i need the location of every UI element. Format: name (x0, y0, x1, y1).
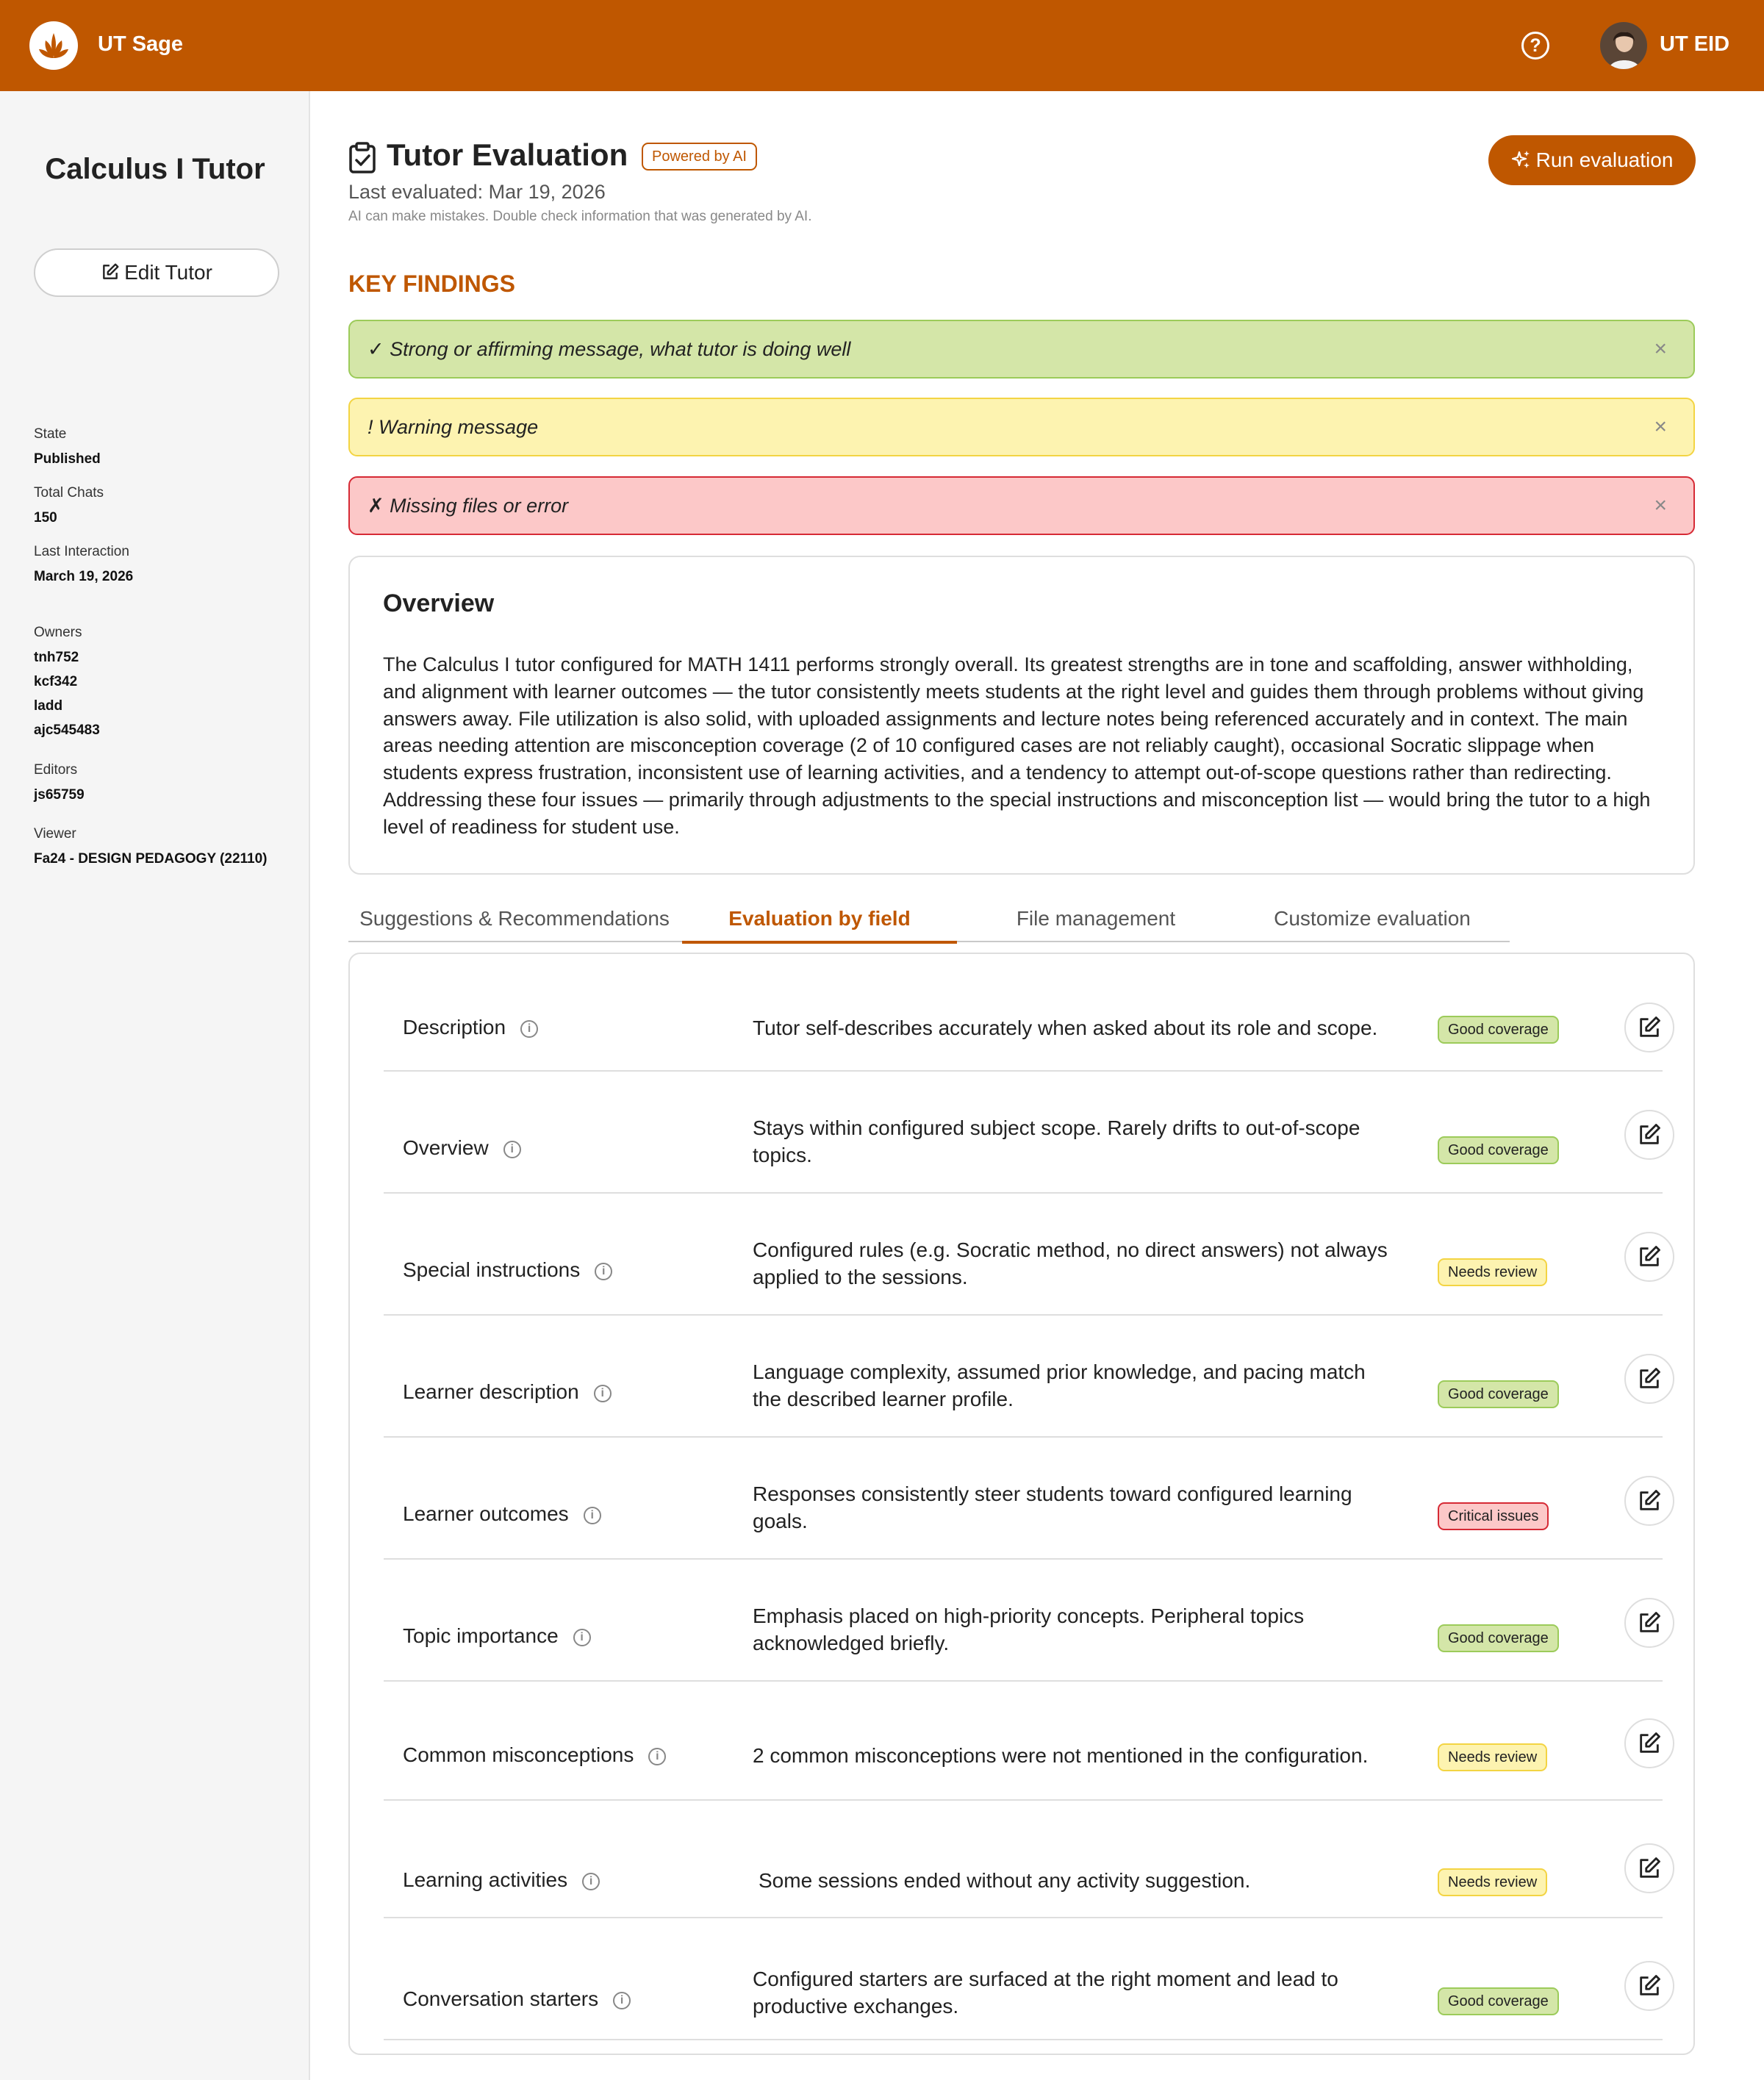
field-name-label: Common misconceptions (403, 1743, 634, 1766)
tab-suggestions[interactable]: Suggestions & Recommendations (359, 907, 670, 930)
success-alert-text: ✓ Strong or affirming message, what tutor is doing well (368, 338, 851, 360)
info-icon[interactable]: i (584, 1507, 601, 1524)
field-name-label: Learner description (403, 1380, 579, 1403)
warning-alert-text: ! Warning message (368, 416, 539, 438)
status-badge: Critical issues (1438, 1502, 1549, 1530)
owner-item: ajc545483 (34, 722, 100, 738)
run-evaluation-button[interactable] (1488, 135, 1696, 185)
edit-icon (1637, 1856, 1662, 1881)
page-title: Tutor Evaluation (387, 137, 628, 172)
total-chats-label: Total Chats (34, 485, 104, 501)
edit-field-button[interactable] (1624, 1110, 1674, 1160)
edit-tutor-button[interactable] (34, 248, 279, 297)
field-description: Configured starters are surfaced at the right moment and lead to productive exchanges. (753, 1968, 1338, 2018)
field-description: Language complexity, assumed prior knowledge, and pacing match the described learner profile. (753, 1360, 1366, 1410)
field-row (384, 1801, 1663, 1918)
user-photo-icon (1600, 22, 1647, 69)
editors-label: Editors (34, 762, 78, 778)
edit-icon (1637, 1244, 1662, 1269)
info-icon[interactable]: i (573, 1629, 591, 1646)
field-row (384, 1194, 1663, 1316)
field-name (403, 1016, 538, 1039)
status-badge: Needs review (1438, 1258, 1547, 1286)
edit-field-button[interactable] (1624, 1598, 1674, 1648)
edit-field-button[interactable] (1624, 1961, 1674, 2011)
edit-tutor-label: Edit Tutor (124, 261, 212, 284)
edit-field-button[interactable] (1624, 1003, 1674, 1052)
info-icon[interactable]: i (594, 1385, 612, 1402)
last-interaction-value: March 19, 2026 (34, 569, 134, 584)
owner-item: ladd (34, 698, 63, 714)
info-icon[interactable]: i (503, 1141, 521, 1158)
field-row (384, 967, 1663, 1072)
leaf-icon (37, 29, 71, 62)
status-badge: Needs review (1438, 1868, 1547, 1896)
field-name (403, 1136, 521, 1160)
info-icon[interactable]: i (613, 1992, 631, 2009)
help-icon[interactable]: ? (1521, 32, 1549, 60)
user-label[interactable]: UT EID (1660, 32, 1730, 56)
status-badge: Needs review (1438, 1743, 1547, 1771)
field-row (384, 1918, 1663, 2040)
status-badge: Good coverage (1438, 1136, 1559, 1164)
tab-customize-evaluation[interactable]: Customize evaluation (1274, 907, 1471, 930)
close-icon[interactable]: × (1654, 415, 1667, 439)
edit-field-button[interactable] (1624, 1718, 1674, 1768)
viewer-label: Viewer (34, 826, 76, 842)
close-icon[interactable]: × (1654, 493, 1667, 517)
status-badge: Good coverage (1438, 1380, 1559, 1408)
field-description: Responses consistently steer students toward configured learning goals. (753, 1482, 1352, 1532)
edit-field-button[interactable] (1624, 1232, 1674, 1282)
field-name (403, 1380, 612, 1404)
owners-label: Owners (34, 625, 82, 640)
app-logo[interactable] (29, 21, 78, 70)
edit-icon (101, 262, 120, 281)
field-name (403, 1624, 591, 1648)
edit-icon (1637, 1610, 1662, 1635)
field-row (384, 1682, 1663, 1801)
error-alert-text: ✗ Missing files or error (368, 495, 569, 517)
owner-item: kcf342 (34, 674, 78, 689)
warning-alert (348, 398, 1695, 456)
total-chats-value: 150 (34, 510, 57, 526)
edit-field-button[interactable] (1624, 1476, 1674, 1526)
edit-icon (1637, 1973, 1662, 1998)
field-name-label: Learner outcomes (403, 1502, 569, 1525)
info-icon[interactable]: i (582, 1873, 600, 1890)
success-alert (348, 320, 1695, 379)
avatar[interactable] (1600, 22, 1647, 69)
viewer-value: Fa24 - DESIGN PEDAGOGY (22110) (34, 851, 268, 867)
field-description: Tutor self-describes accurately when asked about its role and scope. (753, 1016, 1378, 1039)
overview-text: The Calculus I tutor configured for MATH 1411 performs strongly overall. Its greatest strengths are in tone and scaffolding, answer withholding, and alignment with learner outcomes — the tutor consistently meets students at the right level and guides them through problems without giving answers away. File utilization is also solid, with uploaded assignments and lecture notes being referenced accurately and in context. The main areas needing attention are misconception coverage (2 of 10 configured cases are not reliably caught), occasional Socratic slippage when students express frustration, inconsistent use of learning activities, and a tendency to attempt out-of-scope questions rather than redirecting. Addressing these four issues — primarily through adjustments to the special instructions and misconception list — would bring the tutor to a high level of readiness for student use. (383, 653, 1651, 838)
edit-icon (1637, 1731, 1662, 1756)
field-description: Some sessions ended without any activity suggestion. (759, 1869, 1251, 1892)
state-value: Published (34, 451, 101, 467)
tab-file-management[interactable]: File management (1016, 907, 1176, 930)
error-alert (348, 476, 1695, 535)
editor-item: js65759 (34, 787, 85, 803)
edit-field-button[interactable] (1624, 1843, 1674, 1893)
top-bar (0, 0, 1764, 91)
field-name (403, 1502, 601, 1526)
edit-icon (1637, 1015, 1662, 1040)
field-name-label: Topic importance (403, 1624, 559, 1647)
powered-by-ai-badge: Powered by AI (642, 143, 757, 171)
state-label: State (34, 426, 67, 442)
field-name-label: Description (403, 1016, 506, 1039)
field-name (403, 1258, 612, 1282)
field-description: 2 common misconceptions were not mentioned in the configuration. (753, 1744, 1369, 1767)
field-description: Stays within configured subject scope. Rarely drifts to out-of-scope topics. (753, 1116, 1360, 1166)
field-name-label: Learning activities (403, 1868, 568, 1891)
app-name[interactable]: UT Sage (98, 32, 184, 56)
edit-field-button[interactable] (1624, 1354, 1674, 1404)
sidebar (0, 91, 310, 2080)
field-row (384, 1560, 1663, 1682)
field-row (384, 1438, 1663, 1560)
field-name (403, 1868, 600, 1892)
field-name-label: Overview (403, 1136, 489, 1159)
field-name-label: Special instructions (403, 1258, 581, 1281)
edit-icon (1637, 1366, 1662, 1391)
info-icon[interactable]: i (595, 1263, 612, 1280)
tab-bar (348, 889, 1510, 942)
edit-icon (1637, 1122, 1662, 1147)
status-badge: Good coverage (1438, 1987, 1559, 2015)
field-row (384, 1072, 1663, 1194)
field-name (403, 1743, 666, 1767)
overview-card (348, 556, 1695, 875)
field-name-label: Conversation starters (403, 1987, 599, 2010)
edit-icon (1637, 1488, 1662, 1513)
info-icon[interactable]: i (648, 1748, 666, 1765)
tutor-title: Calculus I Tutor (45, 153, 265, 185)
last-interaction-label: Last Interaction (34, 544, 129, 559)
info-icon[interactable]: i (520, 1020, 538, 1038)
run-evaluation-label: Run evaluation (1535, 148, 1674, 171)
close-icon[interactable]: × (1654, 337, 1667, 361)
clipboard-check-icon (348, 142, 377, 174)
field-name (403, 1987, 631, 2011)
field-row (384, 1316, 1663, 1438)
owner-item: tnh752 (34, 650, 79, 665)
status-badge: Good coverage (1438, 1016, 1559, 1044)
tab-evaluation-by-field[interactable]: Evaluation by field (682, 889, 957, 944)
sparkle-icon (1511, 149, 1532, 170)
key-findings-heading: KEY FINDINGS (348, 270, 515, 297)
field-description: Configured rules (e.g. Socratic method, no direct answers) not always applied to the sessions. (753, 1238, 1388, 1288)
status-badge: Good coverage (1438, 1624, 1559, 1652)
field-description: Emphasis placed on high-priority concepts. Peripheral topics acknowledged briefly. (753, 1604, 1305, 1654)
overview-title: Overview (383, 589, 495, 617)
last-evaluated: Last evaluated: Mar 19, 2026 (348, 181, 606, 203)
ai-disclaimer: AI can make mistakes. Double check information that was generated by AI. (348, 209, 812, 224)
evaluation-fields-card (348, 953, 1695, 2055)
